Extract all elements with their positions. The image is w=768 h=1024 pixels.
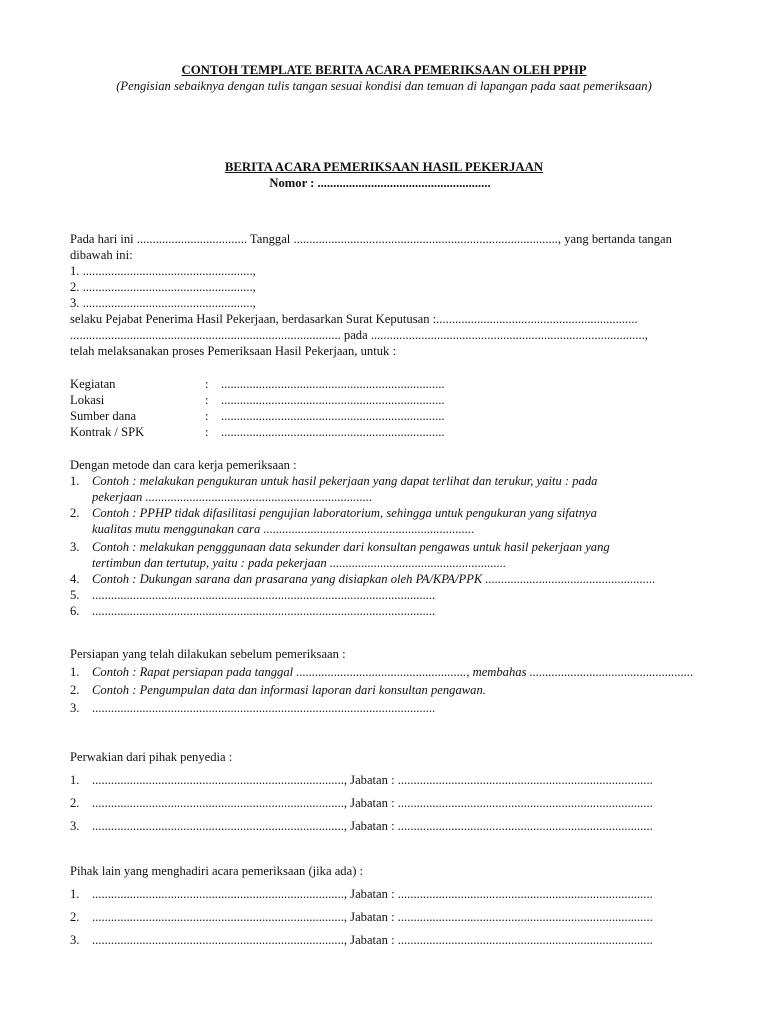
list-number: 1. xyxy=(70,887,80,901)
metode-item-1 xyxy=(70,473,698,489)
field-row xyxy=(70,392,698,408)
list-text: Contoh : melakukan pengggunaan data sekunder dari konsultan pengawas untuk hasil pekerjaan yang xyxy=(92,540,610,554)
document-number: Nomor : ....................................................... xyxy=(269,176,491,190)
field-value: ....................................................................... xyxy=(221,425,445,439)
metode-item-1-cont: pekerjaan ........................................................................ xyxy=(92,490,373,504)
field-row xyxy=(70,424,698,440)
list-number: 5. xyxy=(70,588,80,602)
list-number: 1. xyxy=(70,474,80,488)
metode-item-3-cont: tertimbun dan tertutup, yaitu : pada pekerjaan ........................................................ xyxy=(92,556,507,570)
metode-item-3 xyxy=(70,539,698,555)
list-number: 2. xyxy=(70,796,80,810)
field-label: Sumber dana xyxy=(70,409,137,423)
intro-line-sk: selaku Pejabat Penerima Hasil Pekerjaan, berdasarkan Surat Keputusan :................................................................ xyxy=(70,312,638,326)
field-colon: : xyxy=(205,393,209,407)
list-text: Contoh : PPHP tidak difasilitasi pengujian laboratorium, sehingga untuk pengukuran yang sifatnya xyxy=(92,506,597,520)
penyedia-heading: Perwakian dari pihak penyedia : xyxy=(70,750,233,764)
list-number: 3. xyxy=(70,933,80,947)
pihak-lain-item-1 xyxy=(70,886,698,902)
list-number: 2. xyxy=(70,506,80,520)
list-number: 2. xyxy=(70,683,80,697)
list-number: 1. xyxy=(70,773,80,787)
field-label: Lokasi xyxy=(70,393,105,407)
list-text: Contoh : Rapat persiapan pada tanggal ......................................................, membahas .................................................... xyxy=(92,665,694,679)
list-text: Contoh : Pengumpulan data dan informasi laporan dari konsultan pengawan. xyxy=(92,683,486,697)
pihak-lain-heading: Pihak lain yang menghadiri acara pemeriksaan (jika ada) : xyxy=(70,864,364,878)
intro-line-below: dibawah ini: xyxy=(70,248,133,262)
metode-item-6 xyxy=(70,603,698,619)
intro-line-date: Pada hari ini ................................... Tanggal ...................................................................................., yang bertanda tangan xyxy=(70,232,672,246)
field-value: ....................................................................... xyxy=(221,377,445,391)
signer-item-3: 3. ......................................................, xyxy=(70,296,256,310)
list-number: 3. xyxy=(70,540,80,554)
field-row xyxy=(70,376,698,392)
list-number: 2. xyxy=(70,910,80,924)
pihak-lain-item-3 xyxy=(70,932,698,948)
persiapan-item-3 xyxy=(70,700,698,716)
metode-item-5 xyxy=(70,587,698,603)
list-text: ................................................................................, Jabatan : ................................................................................. xyxy=(92,910,653,924)
list-text: Contoh : Dukungan sarana dan prasarana yang disiapkan oleh PA/KPA/PPK ...................................................... xyxy=(92,572,656,586)
list-text: ................................................................................, Jabatan : ................................................................................. xyxy=(92,933,653,947)
metode-item-2-cont: kualitas mutu menggunakan cara ................................................................... xyxy=(92,522,475,536)
list-text: ............................................................................................................. xyxy=(92,701,436,715)
intro-line-pada: ...................................................................................... pada ......................................................................................., xyxy=(70,328,648,342)
signer-item-2: 2. ......................................................, xyxy=(70,280,256,294)
list-number: 1. xyxy=(70,665,80,679)
document-heading: BERITA ACARA PEMERIKSAAN HASIL PEKERJAAN xyxy=(224,160,544,174)
list-number: 6. xyxy=(70,604,80,618)
list-text: ............................................................................................................. xyxy=(92,588,436,602)
field-value: ....................................................................... xyxy=(221,393,445,407)
list-text: ................................................................................, Jabatan : ................................................................................. xyxy=(92,819,653,833)
list-number: 3. xyxy=(70,819,80,833)
field-label: Kontrak / SPK xyxy=(70,425,145,439)
list-text: ................................................................................, Jabatan : ................................................................................. xyxy=(92,887,653,901)
list-text: ................................................................................, Jabatan : ................................................................................. xyxy=(92,773,653,787)
template-subtitle: (Pengisian sebaiknya dengan tulis tangan sesuai kondisi dan temuan di lapangan pada saat pemeriksaan) xyxy=(116,79,652,93)
field-colon: : xyxy=(205,409,209,423)
pihak-lain-item-2 xyxy=(70,909,698,925)
metode-heading: Dengan metode dan cara kerja pemeriksaan : xyxy=(70,458,297,472)
penyedia-item-1 xyxy=(70,772,698,788)
persiapan-item-1 xyxy=(70,664,698,680)
penyedia-item-3 xyxy=(70,818,698,834)
persiapan-heading: Persiapan yang telah dilakukan sebelum pemeriksaan : xyxy=(70,647,346,661)
field-value: ....................................................................... xyxy=(221,409,445,423)
field-row xyxy=(70,408,698,424)
list-number: 3. xyxy=(70,701,80,715)
list-text: Contoh : melakukan pengukuran untuk hasil pekerjaan yang dapat terlihat dan terukur, yaitu : pada xyxy=(92,474,598,488)
metode-item-2 xyxy=(70,505,698,521)
list-text: ............................................................................................................. xyxy=(92,604,436,618)
template-title: CONTOH TEMPLATE BERITA ACARA PEMERIKSAAN OLEH PPHP xyxy=(181,63,587,77)
list-text: ................................................................................, Jabatan : ................................................................................. xyxy=(92,796,653,810)
metode-item-4 xyxy=(70,571,698,587)
field-colon: : xyxy=(205,425,209,439)
field-label: Kegiatan xyxy=(70,377,116,391)
field-colon: : xyxy=(205,377,209,391)
signer-item-1: 1. ......................................................, xyxy=(70,264,256,278)
list-number: 4. xyxy=(70,572,80,586)
penyedia-item-2 xyxy=(70,795,698,811)
intro-line-telah: telah melaksanakan proses Pemeriksaan Hasil Pekerjaan, untuk : xyxy=(70,344,396,358)
persiapan-item-2 xyxy=(70,682,698,698)
